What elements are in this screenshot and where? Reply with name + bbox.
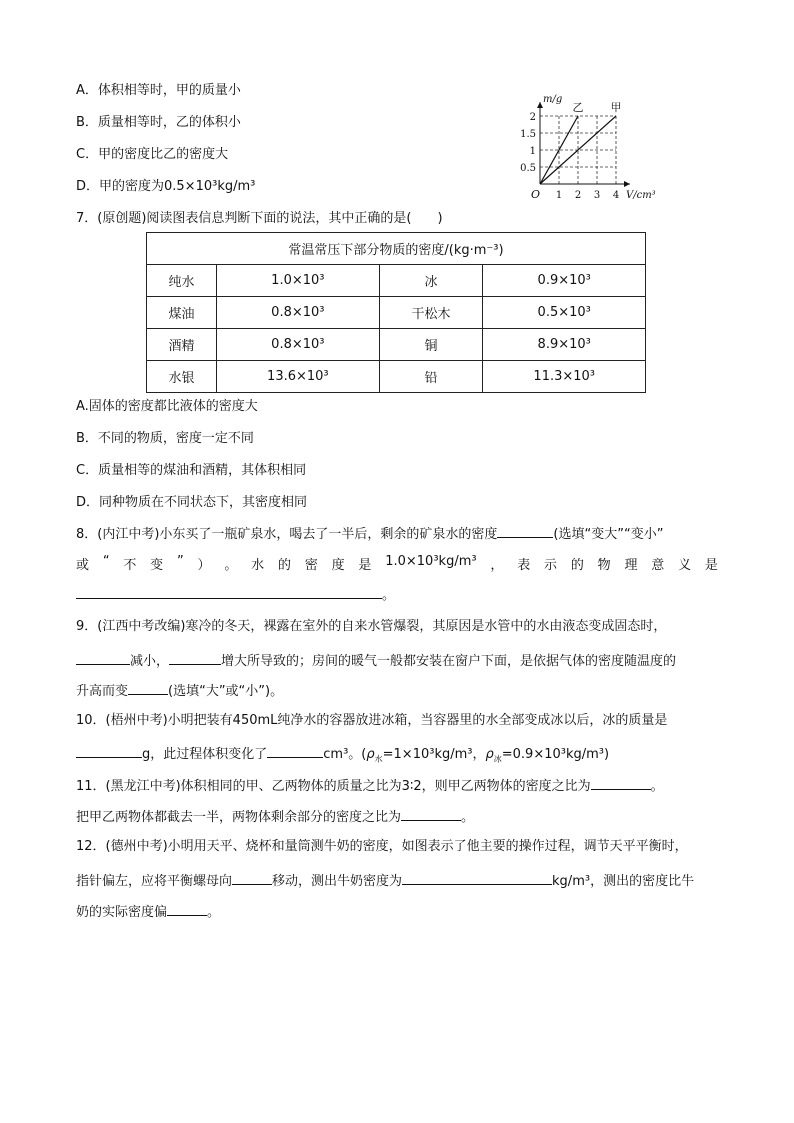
table-cell: 铅 — [379, 361, 483, 393]
origin-label: O — [531, 188, 541, 201]
q8-text-2: (选填“变大”“变小” — [553, 527, 664, 542]
table-cell: 8.9×10³ — [483, 329, 646, 361]
y-tick-label: 0.5 — [520, 163, 536, 174]
q8-word: 是 — [358, 558, 372, 573]
q12-line-3 — [76, 901, 220, 922]
q10-text: =0.9×10³kg/m³) — [501, 747, 610, 762]
q8-word: 义 — [678, 558, 692, 573]
q8-word: 不 — [123, 558, 137, 573]
q10-text: g，此过程体积变化了 — [142, 747, 268, 762]
q9-blank-3[interactable] — [128, 680, 168, 695]
q12-line-1: 12．(德州中考)小明用天平、烧杯和量筒测牛奶的密度，如图表示了他主要的操作过程，调节天平平衡时， — [76, 839, 688, 854]
q8-word: 示 — [544, 558, 558, 573]
q8-word: 意 — [651, 558, 665, 573]
table-cell: 煤油 — [147, 297, 217, 329]
q8-line-3 — [76, 584, 395, 605]
y-axis-label: m/g — [543, 94, 563, 105]
q12-blank-3[interactable] — [167, 901, 207, 916]
q12-text: 。 — [207, 905, 221, 920]
table-cell: 干松木 — [379, 297, 483, 329]
q8-end: 。 — [382, 588, 396, 603]
q8-text-1: 8．(内江中考)小东买了一瓶矿泉水，喝去了一半后，剩余的矿泉水的密度 — [76, 527, 498, 542]
x-tick-label: 4 — [612, 190, 620, 201]
q6-option-d: D．甲的密度为0.5×10³kg/m³ — [76, 179, 256, 194]
q12-blank-1[interactable] — [232, 870, 272, 885]
table-cell: 1.0×10³ — [217, 265, 379, 297]
q8-word: 是 — [704, 558, 718, 573]
q7-option-a: A.固体的密度都比液体的密度大 — [76, 399, 258, 414]
q8-blank-1[interactable] — [497, 523, 553, 538]
q9-line-1: 9．(江西中考改编)寒冷的冬天，裸露在室外的自来水管爆裂，其原因是水管中的水由液态变成固态时， — [76, 619, 667, 634]
q10-text: =1×10³kg/m³， — [382, 747, 486, 762]
table-cell: 0.5×10³ — [483, 297, 646, 329]
table-row — [147, 361, 646, 393]
q8-word: 度 — [331, 558, 345, 573]
rho-symbol: ρ — [366, 747, 375, 762]
q6-option-b: B．质量相等时，乙的体积小 — [76, 115, 241, 130]
x-axis-label: V/cm³ — [626, 190, 656, 201]
q8-word: “ — [102, 554, 110, 569]
q12-text: 移动，测出牛奶密度为 — [272, 874, 403, 889]
q9-text: 减小， — [130, 654, 170, 669]
q8-word: 理 — [624, 558, 638, 573]
q12-blank-2[interactable] — [402, 870, 552, 885]
q8-word: 水 — [251, 558, 265, 573]
table-cell: 0.9×10³ — [483, 265, 646, 297]
q7-option-b: B．不同的物质，密度一定不同 — [76, 431, 254, 446]
q6-option-c: C．甲的密度比乙的密度大 — [76, 147, 229, 162]
table-cell: 13.6×10³ — [217, 361, 379, 393]
q12-text: kg/m³，测出的密度比牛 — [552, 874, 695, 889]
q11-line-2 — [76, 806, 474, 827]
q11-text: 。 — [461, 810, 475, 825]
table-cell: 0.8×10³ — [217, 329, 379, 361]
x-axis-arrow — [624, 181, 630, 187]
q10-line-1: 10．(梧州中考)小明把装有450mL纯净水的容器放进冰箱，当容器里的水全部变成冰以后，冰的质量是 — [76, 713, 668, 728]
q11-blank-2[interactable] — [401, 806, 461, 821]
q10-blank-2[interactable] — [267, 743, 323, 758]
q8-word: 变 — [150, 558, 164, 573]
q8-word: 密 — [304, 558, 318, 573]
q11-text: 11．(黑龙江中考)体积相同的甲、乙两物体的质量之比为3∶2，则甲乙两物体的密度之比为 — [76, 779, 591, 794]
rho-symbol: ρ — [485, 747, 494, 762]
table-cell: 11.3×10³ — [483, 361, 646, 393]
table-cell: 铜 — [379, 329, 483, 361]
q8-word: 。 — [224, 558, 238, 573]
q8-word: 的 — [277, 558, 291, 573]
x-tick-label: 1 — [555, 190, 563, 201]
q12-line-2 — [76, 870, 694, 891]
y-tick-label: 1 — [529, 146, 536, 157]
q8-word: ） — [197, 558, 211, 573]
q8-blank-2[interactable] — [76, 584, 382, 599]
q8-word: 物 — [597, 558, 611, 573]
q9-text: 升高而变 — [76, 684, 129, 699]
q11-text: 。 — [650, 779, 664, 794]
q11-blank-1[interactable] — [591, 775, 651, 790]
q8-word: ” — [176, 554, 184, 569]
q8-line-2 — [76, 554, 718, 573]
table-cell: 0.8×10³ — [217, 297, 379, 329]
y-tick-label: 2 — [529, 112, 536, 123]
q7-stem: 7．(原创题)阅读图表信息判断下面的说法，其中正确的是( ) — [76, 211, 443, 226]
x-tick-label: 3 — [593, 190, 601, 201]
q10-line-2 — [76, 743, 609, 769]
q8-word: 表 — [517, 558, 531, 573]
series-label: 甲 — [610, 101, 622, 114]
q9-text: (选填“大”或“小”)。 — [168, 684, 284, 699]
table-cell: 冰 — [379, 265, 483, 297]
x-tick-label: 2 — [574, 190, 582, 201]
table-cell: 水银 — [147, 361, 217, 393]
table-cell: 纯水 — [147, 265, 217, 297]
q7-option-c: C．质量相等的煤油和酒精，其体积相同 — [76, 463, 307, 478]
q11-text: 把甲乙两物体都截去一半，两物体剩余部分的密度之比为 — [76, 810, 402, 825]
q9-blank-1[interactable] — [76, 650, 130, 665]
table-row — [147, 329, 646, 361]
q8-word: 1.0×10³kg/m³ — [385, 554, 477, 569]
series-label: 乙 — [572, 101, 584, 114]
q9-line-2 — [76, 650, 676, 671]
mass-volume-chart — [512, 86, 662, 206]
q9-line-3 — [76, 680, 283, 701]
subscript: 水 — [374, 754, 383, 764]
q9-blank-2[interactable] — [169, 650, 221, 665]
q7-option-d: D．同种物质在不同状态下，其密度相同 — [76, 495, 308, 510]
q10-text: cm³。( — [323, 747, 367, 762]
q11-line-1 — [76, 775, 664, 796]
y-tick-label: 1.5 — [520, 129, 536, 140]
table-caption: 常温常压下部分物质的密度/(kg·m⁻³) — [147, 233, 646, 265]
q10-blank-1[interactable] — [76, 743, 142, 758]
q12-text: 奶的实际密度偏 — [76, 905, 168, 920]
table-row — [147, 265, 646, 297]
q12-text: 指针偏左，应将平衡螺母向 — [76, 874, 233, 889]
q8-word: 或 — [76, 558, 90, 573]
subscript: 冰 — [493, 754, 502, 764]
q8-word: 的 — [570, 558, 584, 573]
q8-word: ， — [490, 558, 504, 573]
table-cell: 酒精 — [147, 329, 217, 361]
density-table — [146, 232, 646, 393]
q8-line-1 — [76, 523, 663, 544]
q9-text: 增大所导致的；房间的暖气一般都安装在窗户下面，是依据气体的密度随温度的 — [221, 654, 677, 669]
q6-option-a: A．体积相等时，甲的质量小 — [76, 83, 241, 98]
table-row — [147, 297, 646, 329]
